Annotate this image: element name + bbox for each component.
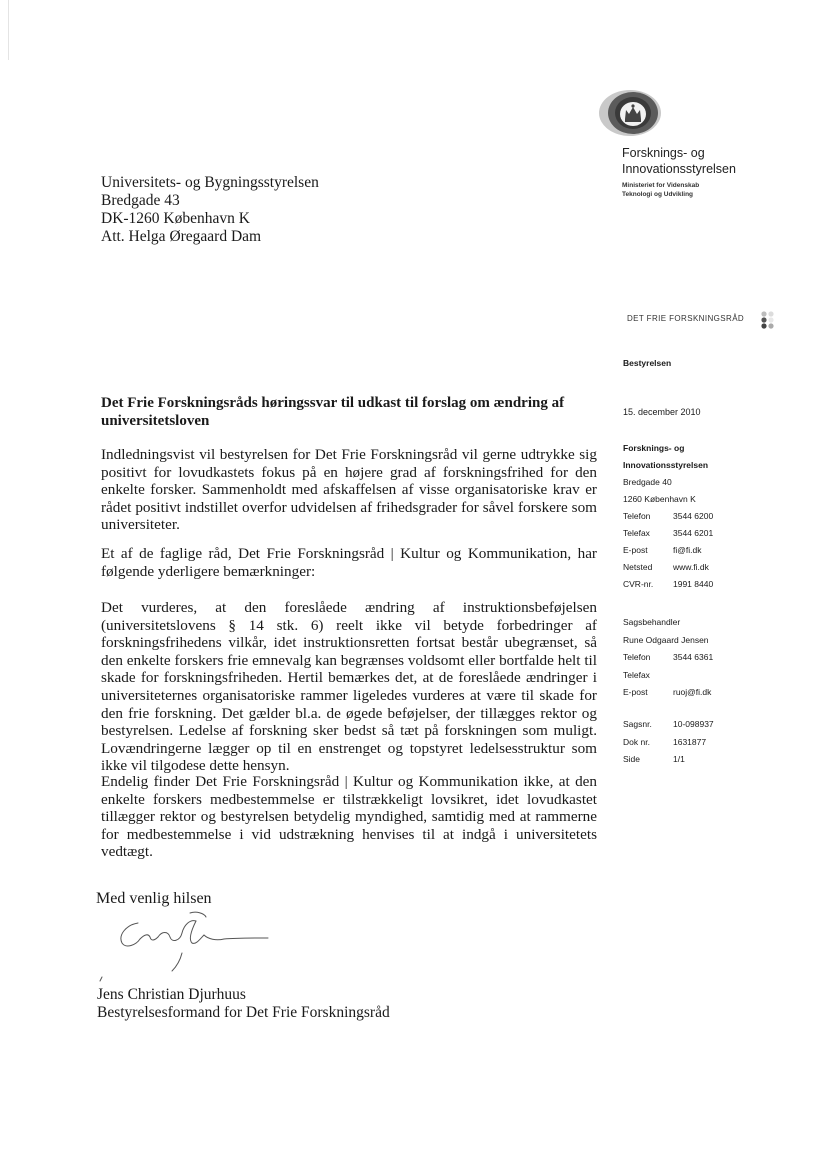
- case-handler: [623, 614, 713, 702]
- contact-value: 1991 8440: [673, 579, 714, 589]
- dff-logo-text: DET FRIE FORSKNINGSRÅD: [627, 314, 745, 323]
- handler-contact-row: [623, 684, 713, 702]
- contact-value: www.fi.dk: [673, 562, 709, 572]
- body-paragraph: Et af de faglige råd, Det Frie Forskningsråd | Kultur og Kommunikation, har følgende yderligere bemærkninger:: [101, 545, 597, 580]
- reference-value: 1631877: [673, 736, 707, 747]
- page-edge-mark: [8, 0, 9, 60]
- recipient-address: [101, 174, 319, 246]
- address-line: Att. Helga Øregaard Dam: [101, 228, 262, 245]
- reference-value: 10-098937: [673, 719, 714, 729]
- body-paragraph: Indledningsvist vil bestyrelsen for Det Frie Forskningsråd vil gerne udtrykke sig positivt for lovudkastets fokus på en højere grad af forskningsfrihed for den enkelte forsker. Sammenholdt med afskaffelsen af visse organisatoriske krav er rådet positivt indstillet overfor udvidelsen af frihedsgrader for såvel forskere som universiteter.: [101, 446, 597, 534]
- reference-row: [623, 734, 714, 752]
- contact-key: Telefon: [623, 652, 651, 662]
- closing-salutation: Med venlig hilsen: [96, 890, 212, 907]
- reference-row: [623, 716, 714, 734]
- sender-contact-row: [623, 525, 713, 542]
- sender-details: [623, 440, 713, 593]
- contact-key: E-post: [623, 687, 648, 697]
- letter-subject: Det Frie Forskningsråds høringssvar til udkast til forslag om ændring af universitetsloven: [101, 395, 565, 429]
- signer-name: Jens Christian Djurhuus: [97, 986, 246, 1003]
- case-handler-label: Sagsbehandler: [623, 617, 681, 627]
- letter-date: 15. december 2010: [623, 407, 701, 417]
- contact-key: Netsted: [623, 562, 653, 572]
- sender-contact-row: [623, 576, 713, 593]
- org-name: [622, 145, 822, 177]
- contact-key: Telefax: [623, 669, 650, 680]
- signer-title: Bestyrelsesformand for Det Frie Forskningsråd: [97, 1004, 390, 1021]
- contact-value: 3544 6361: [673, 652, 714, 662]
- handwritten-signature: [96, 905, 276, 985]
- crown-logo-icon: [597, 88, 663, 138]
- sender-name-line: Innovationsstyrelsen: [623, 460, 709, 470]
- handler-contact-row: [623, 667, 713, 685]
- sender-name-line: Forsknings- og: [623, 443, 685, 453]
- contact-key: Telefon: [623, 511, 651, 521]
- reference-row: [623, 751, 714, 769]
- contact-value: fi@fi.dk: [673, 545, 702, 555]
- org-ministry-line: Ministeriet for Videnskab: [622, 182, 700, 189]
- signer: [97, 986, 390, 1022]
- sender-contact-row: [623, 508, 713, 525]
- handler-contact-row: [623, 649, 713, 667]
- sender-contact-row: [623, 559, 713, 576]
- org-ministry: [622, 181, 822, 199]
- sender-address-line: 1260 København K: [623, 494, 696, 504]
- address-line: Bredgade 43: [101, 192, 180, 209]
- board-label: Bestyrelsen: [623, 358, 672, 368]
- org-ministry-line: Teknologi og Udvikling: [622, 191, 694, 198]
- body-paragraph: Endelig finder Det Frie Forskningsråd | Kultur og Kommunikation ikke, at den enkelte forskers medbestemmelse er tilstrækkeligt lovsikret, idet lovudkastet tillægger rektor og bestyrelsen betydelig myndighed, samtidig med at rammerne for medbestemmelse i vid udstrækning henvises til at indgå i universitetets vedtægt.: [101, 773, 597, 861]
- contact-value: 3544 6200: [673, 511, 714, 521]
- contact-value: ruoj@fi.dk: [673, 687, 712, 697]
- dff-dots-icon: [760, 310, 776, 330]
- document-references: [623, 716, 714, 769]
- reference-value: 1/1: [673, 754, 685, 764]
- body-paragraph: Det vurderes, at den foreslåede ændring af instruktionsbeføjelsen (universitetslovens § 14 stk. 6) reelt ikke vil betyde forbedringer af forskningsfrihedens vilkår, idet instruktionsretten fortsat består ubegrænset, så den enkelte forskers frie emnevalg kan begrænses voldsomt eller bortfalde helt til skade for forskningsfriheden. Hertil bemærkes det, at de foreslåede ændringer i universiteternes organisatoriske rammer ligeledes vurderes at være til skade for den frie forskning. Det gælder bl.a. de øgede beføjelser, der tillægges rektor og bestyrelsen. Ledelse af forskning sker bedst så tæt på forskningen som muligt. Lovændringerne lægger op til en enstrenget og topstyret ledelsesstruktur som ikke vil tilgodese dette hensyn.: [101, 599, 597, 775]
- reference-key: Sagsnr.: [623, 719, 652, 729]
- dff-logo: [627, 310, 817, 332]
- sender-contact-row: [623, 542, 713, 559]
- contact-value: 3544 6201: [673, 528, 714, 538]
- reference-key: Side: [623, 754, 641, 764]
- contact-key: CVR-nr.: [623, 579, 654, 589]
- org-name-line: Forsknings- og: [622, 146, 705, 160]
- address-line: Universitets- og Bygningsstyrelsen: [101, 174, 319, 191]
- contact-key: E-post: [623, 545, 648, 555]
- sender-address-line: Bredgade 40: [623, 477, 672, 487]
- contact-key: Telefax: [623, 528, 650, 538]
- org-name-line: Innovationsstyrelsen: [622, 162, 736, 176]
- address-line: DK-1260 København K: [101, 210, 250, 227]
- reference-key: Dok nr.: [623, 736, 650, 747]
- case-handler-name: Rune Odgaard Jensen: [623, 634, 709, 645]
